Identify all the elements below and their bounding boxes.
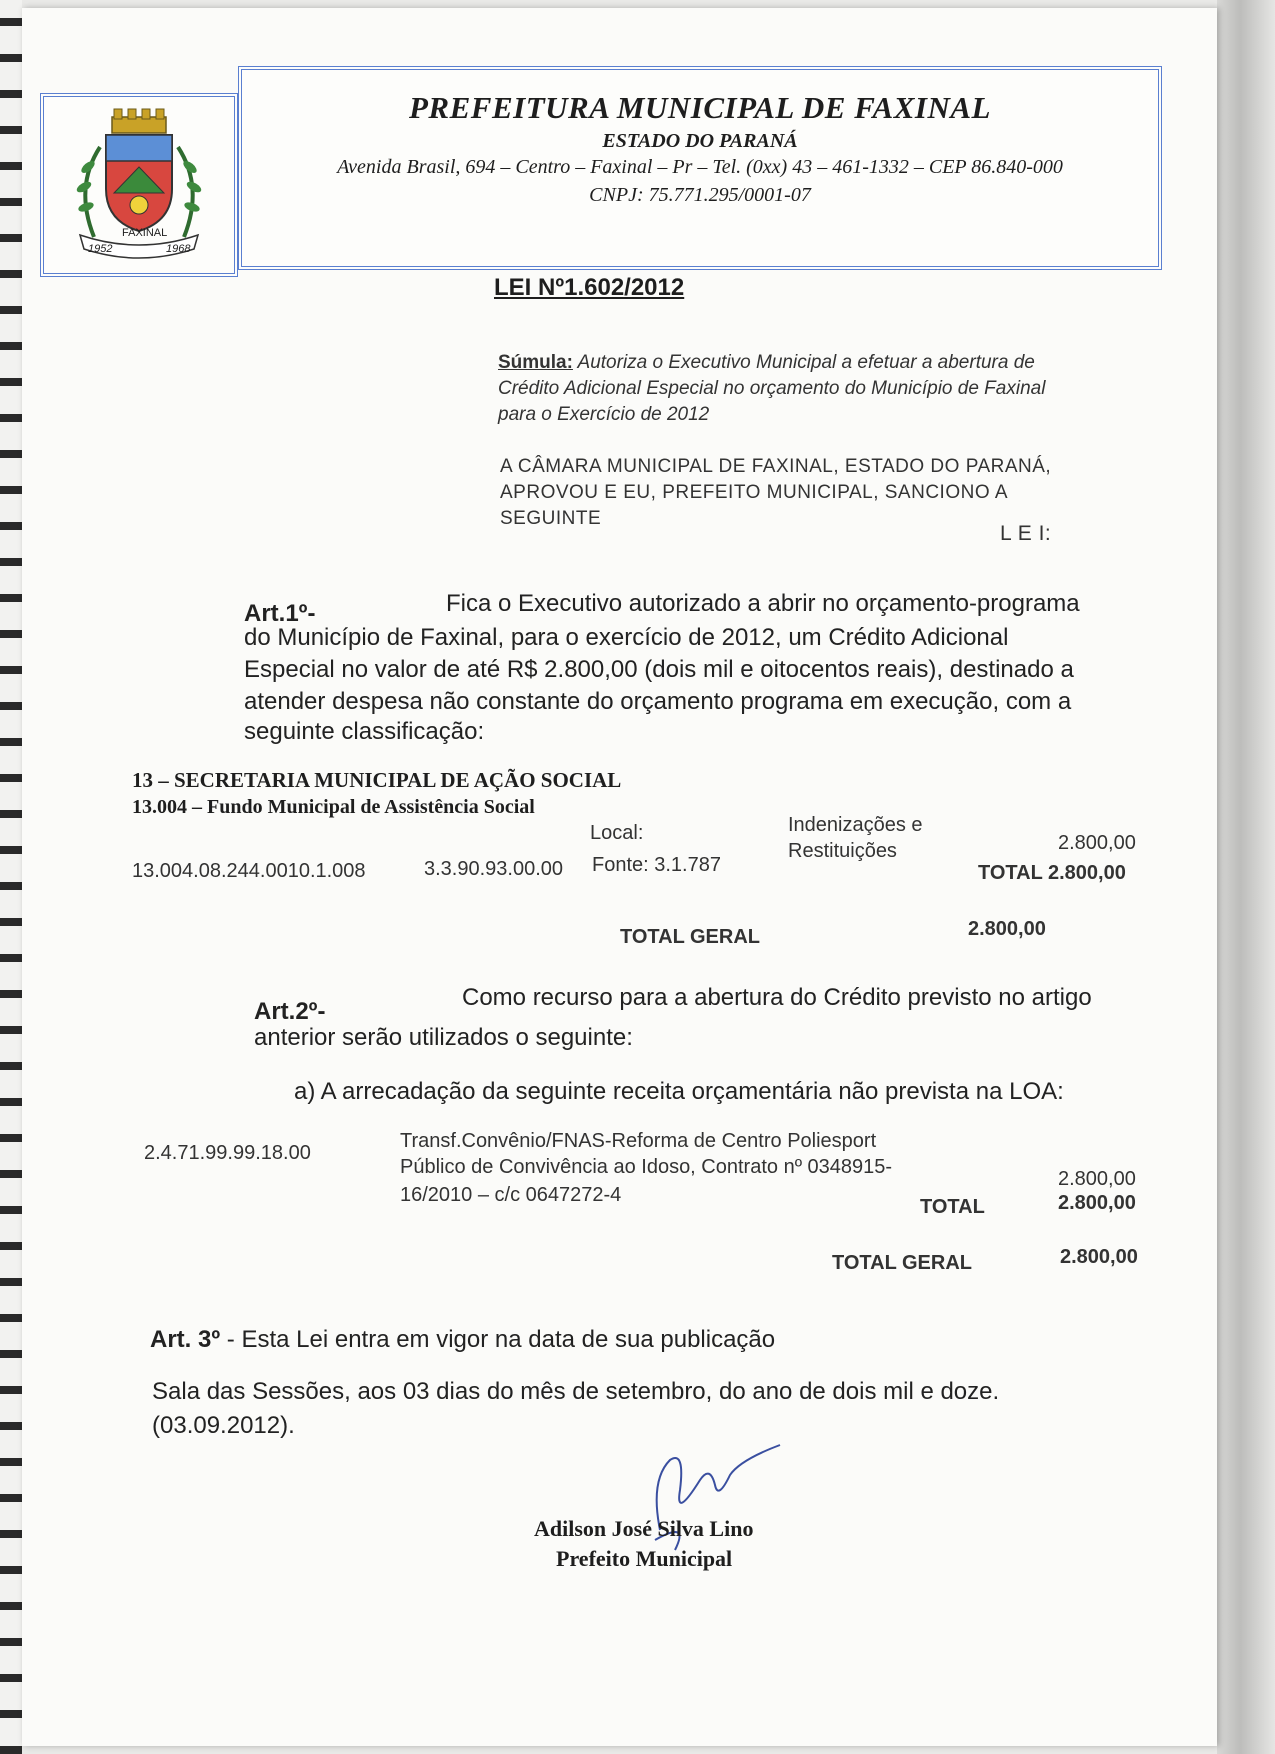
preamble-line2: APROVOU E EU, PREFEITO MUNICIPAL, SANCIONO A (500, 482, 1009, 503)
revenue-code: 2.4.71.99.99.18.00 (144, 1142, 311, 1164)
session-line2: (03.09.2012). (152, 1412, 295, 1439)
session-line1: Sala das Sessões, aos 03 dias do mês de setembro, do ano de dois mil e doze. (152, 1378, 1000, 1405)
revenue-desc3: 16/2010 – c/c 0647272-4 (400, 1184, 622, 1206)
sumula-line2: Crédito Adicional Especial no orçamento do Município de Faxinal (498, 378, 1046, 399)
art3-text: - Esta Lei entra em vigor na data de sua publicação (220, 1326, 776, 1353)
preamble-line1: A CÂMARA MUNICIPAL DE FAXINAL, ESTADO DO PARANÁ, (500, 456, 1052, 477)
address-line: Avenida Brasil, 694 – Centro – Faxinal – Pr – Tel. (0xx) 43 – 461-1332 – CEP 86.840-000 (337, 156, 1063, 178)
classification-fonte: Fonte: 3.1.787 (592, 854, 721, 876)
state-line: ESTADO DO PARANÁ (602, 130, 798, 152)
fundo-line: 13.004 – Fundo Municipal de Assistência Social (132, 796, 535, 818)
art1-line1: Fica o Executivo autorizado a abrir no orçamento-programa (446, 590, 1080, 617)
letterhead-box (238, 66, 1162, 270)
logo-year-left: 1952 (88, 243, 113, 255)
classification-total-geral-label: TOTAL GERAL (620, 926, 760, 948)
classification-desc1: Indenizações e (788, 814, 923, 836)
revenue-total-geral-label: TOTAL GERAL (832, 1252, 972, 1274)
art2-label: Art.2º- (254, 998, 326, 1025)
classification-total: TOTAL 2.800,00 (978, 862, 1126, 884)
preamble-lei: L E I: (1000, 522, 1052, 545)
coat-of-arms-icon (44, 97, 234, 273)
logo-ribbon-name: FAXINAL (122, 227, 168, 239)
art1-line3: Especial no valor de até R$ 2.800,00 (dois mil e oitocentos reais), destinado a (244, 656, 1074, 683)
classification-desc2: Restituições (788, 840, 897, 862)
revenue-total-value: 2.800,00 (1058, 1192, 1136, 1214)
logo-year-right: 1968 (166, 243, 191, 255)
sumula-label: Súmula: (498, 352, 573, 373)
sumula (498, 352, 1035, 374)
revenue-desc2: Público de Convivência ao Idoso, Contrato nº 0348915- (400, 1156, 893, 1178)
revenue-value: 2.800,00 (1058, 1168, 1136, 1190)
signer-role: Prefeito Municipal (556, 1546, 733, 1571)
classification-value: 2.800,00 (1058, 832, 1136, 854)
cnpj-line: CNPJ: 75.771.295/0001-07 (589, 184, 811, 206)
signer-name: Adilson José Silva Lino (534, 1516, 754, 1541)
revenue-total-geral-value: 2.800,00 (1060, 1246, 1138, 1268)
secretaria-line: 13 – SECRETARIA MUNICIPAL DE AÇÃO SOCIAL (132, 768, 622, 792)
classification-code: 13.004.08.244.0010.1.008 (132, 860, 366, 882)
sumula-line1: Autoriza o Executivo Municipal a efetuar a abertura de (577, 352, 1035, 373)
art1-line4: atender despesa não constante do orçamento programa em execução, com a (244, 688, 1072, 715)
classification-total-geral-value: 2.800,00 (968, 918, 1046, 940)
revenue-desc1: Transf.Convênio/FNAS-Reforma de Centro Poliesport (400, 1130, 877, 1152)
coat-of-arms-box (40, 93, 238, 277)
art1-line5: seguinte classificação: (244, 718, 485, 745)
art1-label: Art.1º- (244, 600, 316, 627)
page-stack-edge (1217, 0, 1275, 1754)
prefeitura-title: PREFEITURA MUNICIPAL DE FAXINAL (409, 90, 991, 125)
law-title: LEI Nº1.602/2012 (494, 274, 685, 301)
art2-item-a: a) A arrecadação da seguinte receita orçamentária não prevista na LOA: (294, 1078, 1064, 1105)
art2-line1: Como recurso para a abertura do Crédito previsto no artigo (462, 984, 1092, 1011)
art3-label: Art. 3º (150, 1326, 221, 1353)
local-label: Local: (590, 822, 644, 844)
art1-line2: do Município de Faxinal, para o exercício de 2012, um Crédito Adicional (244, 624, 1009, 651)
preamble-line3: SEGUINTE (500, 508, 602, 529)
sumula-line3: para o Exercício de 2012 (498, 404, 710, 425)
art3 (150, 1326, 775, 1354)
art2-line2: anterior serão utilizados o seguinte: (254, 1024, 633, 1051)
classification-element: 3.3.90.93.00.00 (424, 858, 564, 880)
revenue-total-label: TOTAL (920, 1196, 985, 1218)
spiral-binding (0, 0, 22, 1754)
handwritten-signature (630, 1440, 790, 1560)
